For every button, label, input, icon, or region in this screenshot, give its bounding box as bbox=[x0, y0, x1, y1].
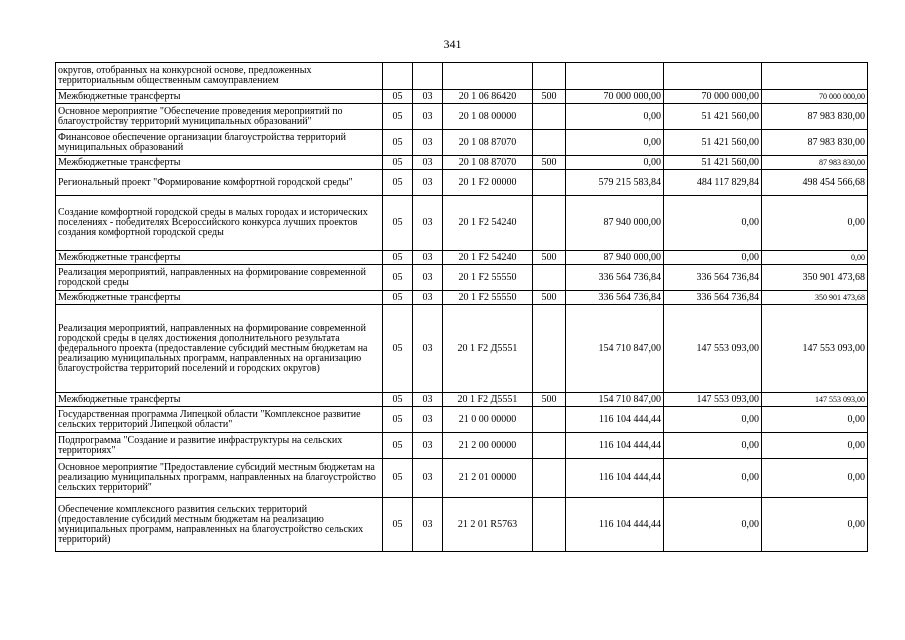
cell-name: Межбюджетные трансферты bbox=[56, 393, 383, 407]
cell-expense-type: 500 bbox=[533, 291, 566, 305]
cell-amount-year-1: 116 104 444,44 bbox=[566, 459, 664, 498]
table-row bbox=[56, 265, 868, 291]
cell-expense-type bbox=[533, 407, 566, 433]
cell-section: 05 bbox=[383, 196, 413, 251]
table-row bbox=[56, 63, 868, 90]
cell-name: Финансовое обеспечение организации благоустройства территорий муниципальных образований bbox=[56, 130, 383, 156]
cell-amount-year-2: 70 000 000,00 bbox=[664, 90, 762, 104]
cell-subsection: 03 bbox=[413, 196, 443, 251]
page-number: 341 bbox=[443, 37, 462, 51]
cell-name: Создание комфортной городской среды в малых городах и исторических поселениях - победителях Всероссийского конкурса лучших проектов создания комфортной городской среды bbox=[56, 196, 383, 251]
cell-subsection: 03 bbox=[413, 130, 443, 156]
cell-name: Основное мероприятие "Обеспечение проведения мероприятий по благоустройству территорий муниципальных образований" bbox=[56, 104, 383, 130]
cell-amount-year-3: 350 901 473,68 bbox=[762, 265, 868, 291]
cell-amount-year-3: 0,00 bbox=[762, 433, 868, 459]
cell-section: 05 bbox=[383, 265, 413, 291]
cell-subsection: 03 bbox=[413, 305, 443, 393]
cell-amount-year-3: 350 901 473,68 bbox=[762, 291, 868, 305]
cell-subsection: 03 bbox=[413, 433, 443, 459]
cell-subsection: 03 bbox=[413, 459, 443, 498]
cell-amount-year-2: 0,00 bbox=[664, 407, 762, 433]
table-row bbox=[56, 433, 868, 459]
cell-target-article: 20 1 08 87070 bbox=[443, 130, 533, 156]
cell-amount-year-3: 0,00 bbox=[762, 196, 868, 251]
cell-expense-type bbox=[533, 130, 566, 156]
cell-amount-year-1: 116 104 444,44 bbox=[566, 498, 664, 552]
table-row bbox=[56, 104, 868, 130]
cell-amount-year-1: 0,00 bbox=[566, 104, 664, 130]
cell-amount-year-2: 0,00 bbox=[664, 459, 762, 498]
cell-section: 05 bbox=[383, 104, 413, 130]
cell-amount-year-2: 0,00 bbox=[664, 433, 762, 459]
cell-amount-year-3: 70 000 000,00 bbox=[762, 90, 868, 104]
cell-amount-year-1: 154 710 847,00 bbox=[566, 393, 664, 407]
cell-amount-year-3: 0,00 bbox=[762, 459, 868, 498]
cell-amount-year-1: 0,00 bbox=[566, 156, 664, 170]
cell-section: 05 bbox=[383, 305, 413, 393]
cell-name: Межбюджетные трансферты bbox=[56, 156, 383, 170]
cell-target-article: 20 1 08 00000 bbox=[443, 104, 533, 130]
cell-amount-year-1: 336 564 736,84 bbox=[566, 265, 664, 291]
cell-subsection: 03 bbox=[413, 393, 443, 407]
cell-target-article bbox=[443, 63, 533, 90]
table-row bbox=[56, 459, 868, 498]
cell-amount-year-1: 70 000 000,00 bbox=[566, 90, 664, 104]
cell-name: Межбюджетные трансферты bbox=[56, 90, 383, 104]
cell-name: Межбюджетные трансферты bbox=[56, 251, 383, 265]
cell-amount-year-2: 51 421 560,00 bbox=[664, 130, 762, 156]
cell-subsection: 03 bbox=[413, 170, 443, 196]
cell-expense-type: 500 bbox=[533, 251, 566, 265]
cell-target-article: 20 1 06 86420 bbox=[443, 90, 533, 104]
cell-expense-type bbox=[533, 196, 566, 251]
cell-section: 05 bbox=[383, 459, 413, 498]
cell-expense-type bbox=[533, 305, 566, 393]
cell-target-article: 21 2 01 00000 bbox=[443, 459, 533, 498]
table-row bbox=[56, 291, 868, 305]
table-row bbox=[56, 393, 868, 407]
cell-subsection: 03 bbox=[413, 498, 443, 552]
cell-amount-year-3 bbox=[762, 63, 868, 90]
cell-amount-year-2: 51 421 560,00 bbox=[664, 104, 762, 130]
table-row bbox=[56, 170, 868, 196]
table-row bbox=[56, 407, 868, 433]
budget-table bbox=[55, 62, 868, 552]
cell-target-article: 20 1 08 87070 bbox=[443, 156, 533, 170]
cell-amount-year-1: 336 564 736,84 bbox=[566, 291, 664, 305]
cell-amount-year-2: 147 553 093,00 bbox=[664, 305, 762, 393]
cell-section: 05 bbox=[383, 291, 413, 305]
cell-subsection: 03 bbox=[413, 265, 443, 291]
cell-subsection: 03 bbox=[413, 291, 443, 305]
cell-name: Региональный проект "Формирование комфортной городской среды" bbox=[56, 170, 383, 196]
cell-amount-year-2: 0,00 bbox=[664, 251, 762, 265]
cell-section: 05 bbox=[383, 170, 413, 196]
cell-target-article: 20 1 F2 55550 bbox=[443, 291, 533, 305]
cell-section: 05 bbox=[383, 156, 413, 170]
cell-expense-type bbox=[533, 170, 566, 196]
cell-amount-year-2: 336 564 736,84 bbox=[664, 291, 762, 305]
cell-target-article: 20 1 F2 00000 bbox=[443, 170, 533, 196]
cell-name: округов, отобранных на конкурсной основе, предложенных территориальным общественным самоуправлением bbox=[56, 63, 383, 90]
cell-subsection: 03 bbox=[413, 251, 443, 265]
cell-expense-type bbox=[533, 63, 566, 90]
cell-target-article: 20 1 F2 Д5551 bbox=[443, 305, 533, 393]
cell-section: 05 bbox=[383, 393, 413, 407]
cell-amount-year-2 bbox=[664, 63, 762, 90]
cell-target-article: 20 1 F2 54240 bbox=[443, 251, 533, 265]
cell-expense-type: 500 bbox=[533, 156, 566, 170]
table-row bbox=[56, 251, 868, 265]
cell-amount-year-3: 87 983 830,00 bbox=[762, 130, 868, 156]
cell-amount-year-2: 51 421 560,00 bbox=[664, 156, 762, 170]
cell-target-article: 20 1 F2 54240 bbox=[443, 196, 533, 251]
cell-amount-year-1: 116 104 444,44 bbox=[566, 433, 664, 459]
cell-section: 05 bbox=[383, 433, 413, 459]
cell-expense-type bbox=[533, 265, 566, 291]
cell-name: Обеспечение комплексного развития сельских территорий (предоставление субсидий местным бюджетам на реализацию муниципальных программ, направленных на благоустройство сельских территорий) bbox=[56, 498, 383, 552]
cell-amount-year-1: 116 104 444,44 bbox=[566, 407, 664, 433]
cell-amount-year-2: 147 553 093,00 bbox=[664, 393, 762, 407]
cell-amount-year-1: 0,00 bbox=[566, 130, 664, 156]
cell-amount-year-3: 147 553 093,00 bbox=[762, 305, 868, 393]
cell-amount-year-2: 0,00 bbox=[664, 498, 762, 552]
cell-subsection: 03 bbox=[413, 104, 443, 130]
cell-target-article: 21 2 01 R5763 bbox=[443, 498, 533, 552]
cell-amount-year-3: 147 553 093,00 bbox=[762, 393, 868, 407]
cell-amount-year-2: 484 117 829,84 bbox=[664, 170, 762, 196]
cell-target-article: 20 1 F2 Д5551 bbox=[443, 393, 533, 407]
cell-target-article: 21 0 00 00000 bbox=[443, 407, 533, 433]
table-row bbox=[56, 90, 868, 104]
cell-subsection: 03 bbox=[413, 156, 443, 170]
cell-section: 05 bbox=[383, 407, 413, 433]
table-row bbox=[56, 498, 868, 552]
cell-name: Реализация мероприятий, направленных на формирование современной городской среды в целях достижения дополнительного результата федерального проекта (предоставление субсидий местным бюджетам на реализацию муниципальных программ, направленных на организацию благоустройства территорий поселений и городских округов) bbox=[56, 305, 383, 393]
cell-name: Государственная программа Липецкой области "Комплексное развитие сельских территорий Липецкой области" bbox=[56, 407, 383, 433]
table-row bbox=[56, 196, 868, 251]
cell-expense-type bbox=[533, 498, 566, 552]
table-row bbox=[56, 305, 868, 393]
cell-target-article: 21 2 00 00000 bbox=[443, 433, 533, 459]
cell-expense-type: 500 bbox=[533, 393, 566, 407]
cell-amount-year-3: 0,00 bbox=[762, 251, 868, 265]
cell-amount-year-2: 336 564 736,84 bbox=[664, 265, 762, 291]
table-row bbox=[56, 156, 868, 170]
cell-section: 05 bbox=[383, 251, 413, 265]
cell-amount-year-3: 87 983 830,00 bbox=[762, 156, 868, 170]
cell-section: 05 bbox=[383, 90, 413, 104]
cell-name: Межбюджетные трансферты bbox=[56, 291, 383, 305]
cell-expense-type: 500 bbox=[533, 90, 566, 104]
cell-amount-year-3: 0,00 bbox=[762, 498, 868, 552]
cell-amount-year-1: 87 940 000,00 bbox=[566, 251, 664, 265]
cell-amount-year-3: 0,00 bbox=[762, 407, 868, 433]
cell-subsection bbox=[413, 63, 443, 90]
cell-subsection: 03 bbox=[413, 407, 443, 433]
cell-amount-year-1: 579 215 583,84 bbox=[566, 170, 664, 196]
cell-expense-type bbox=[533, 433, 566, 459]
cell-amount-year-2: 0,00 bbox=[664, 196, 762, 251]
table-row bbox=[56, 130, 868, 156]
cell-subsection: 03 bbox=[413, 90, 443, 104]
cell-expense-type bbox=[533, 459, 566, 498]
cell-amount-year-1 bbox=[566, 63, 664, 90]
cell-amount-year-1: 87 940 000,00 bbox=[566, 196, 664, 251]
cell-section: 05 bbox=[383, 498, 413, 552]
cell-name: Основное мероприятие "Предоставление субсидий местным бюджетам на реализацию муниципальных программ, направленных на благоустройство сельских территорий" bbox=[56, 459, 383, 498]
cell-name: Подпрограмма "Создание и развитие инфраструктуры на сельских территориях" bbox=[56, 433, 383, 459]
cell-expense-type bbox=[533, 104, 566, 130]
cell-amount-year-3: 498 454 566,68 bbox=[762, 170, 868, 196]
cell-amount-year-3: 87 983 830,00 bbox=[762, 104, 868, 130]
cell-section bbox=[383, 63, 413, 90]
cell-target-article: 20 1 F2 55550 bbox=[443, 265, 533, 291]
cell-name: Реализация мероприятий, направленных на формирование современной городской среды bbox=[56, 265, 383, 291]
cell-section: 05 bbox=[383, 130, 413, 156]
cell-amount-year-1: 154 710 847,00 bbox=[566, 305, 664, 393]
